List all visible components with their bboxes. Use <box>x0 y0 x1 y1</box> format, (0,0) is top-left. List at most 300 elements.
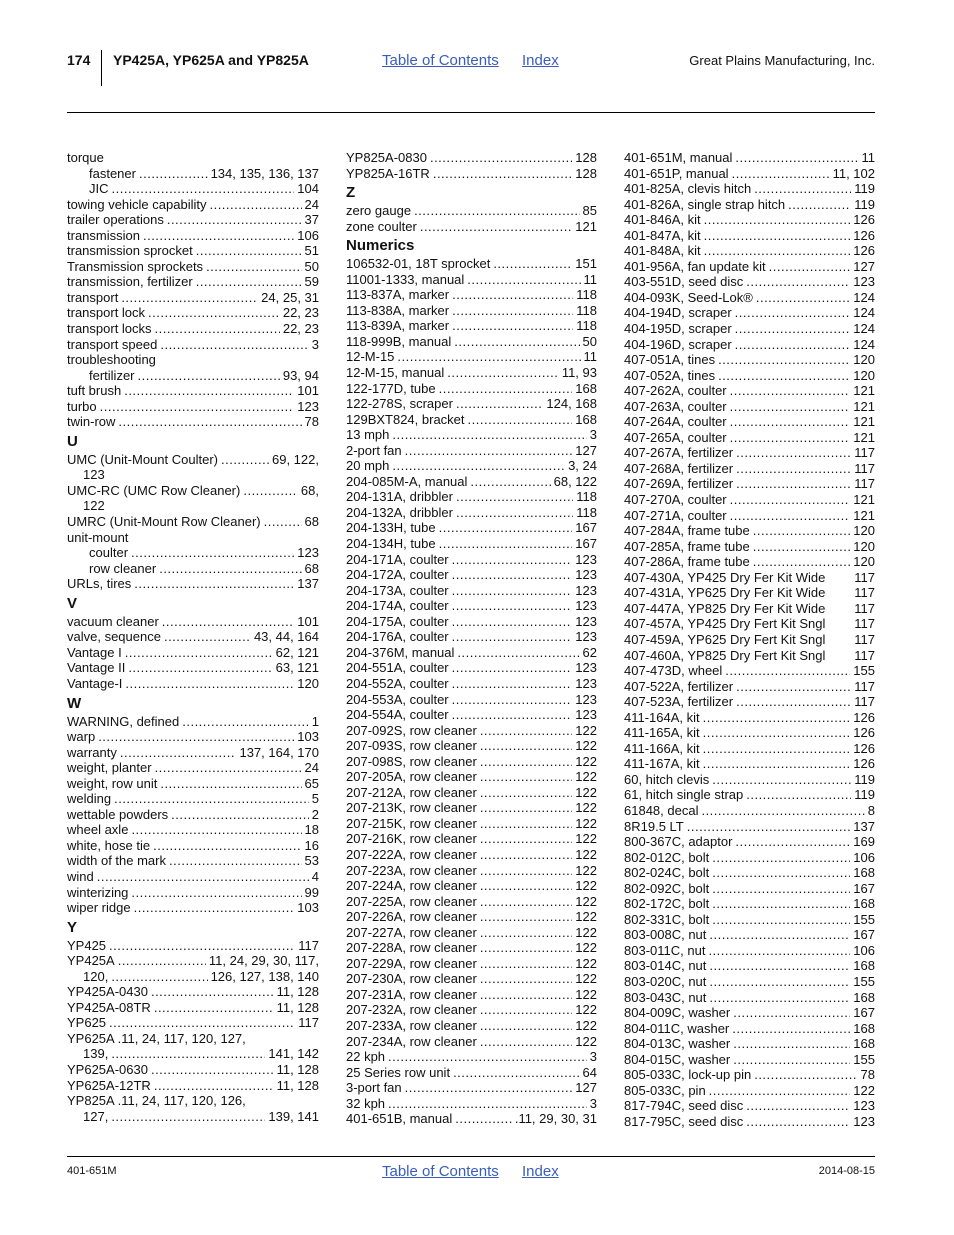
page-reference-link[interactable]: 65 <box>304 775 319 791</box>
page-reference-link[interactable]: 122 <box>575 940 597 956</box>
index-entry <box>346 754 597 770</box>
dot-leader <box>467 272 580 288</box>
index-term: 12-M-15 <box>346 349 395 365</box>
dot-leader <box>718 352 850 368</box>
page-reference-link[interactable]: 122 <box>575 722 597 738</box>
page-reference-link[interactable]: 121 <box>853 383 875 399</box>
page-reference-link[interactable]: 3 <box>589 1095 597 1111</box>
index-term: 204-176A, coulter <box>346 629 449 645</box>
page-reference-link[interactable]: 22, 23 <box>282 305 319 321</box>
index-entry <box>346 219 597 235</box>
page-reference-link[interactable]: 121 <box>853 414 875 430</box>
dot-leader <box>155 760 302 776</box>
index-term: transmission <box>67 227 140 243</box>
dot-leader <box>124 383 294 399</box>
index-term: 207-224A, row cleaner <box>346 878 477 894</box>
page-reference-link[interactable]: 123 <box>575 675 597 691</box>
page-reference-link[interactable]: 101 <box>297 613 319 629</box>
index-entry <box>346 863 597 879</box>
index-entry <box>67 969 319 985</box>
page-reference-link[interactable]: 122 <box>575 769 597 785</box>
page-reference-link[interactable]: 62 <box>582 644 597 660</box>
dot-leader <box>118 953 206 969</box>
dot-leader <box>480 847 572 863</box>
dot-leader <box>712 912 850 928</box>
page-reference-link[interactable]: 11, 128 <box>276 984 319 1000</box>
index-entry <box>624 912 875 928</box>
index-entry <box>624 710 875 726</box>
page-reference-link[interactable]: 155 <box>853 911 875 927</box>
page-reference-link[interactable]: 117 <box>854 631 875 647</box>
page-reference-link[interactable]: 137 <box>297 576 319 592</box>
dot-leader <box>452 707 573 723</box>
page-reference-link[interactable]: 124, 168 <box>546 396 597 412</box>
index-term: 802-092C, bolt <box>624 880 710 896</box>
page-reference-link[interactable]: 119 <box>854 771 875 787</box>
dot-leader <box>480 723 572 739</box>
dot-leader <box>480 987 572 1003</box>
page-reference-link[interactable]: 137, 164, 170 <box>239 744 319 760</box>
index-term: UMC (Unit-Mount Coulter) <box>67 451 218 467</box>
page-reference-link[interactable]: 37 <box>304 212 319 228</box>
index-entry <box>346 769 597 785</box>
footer-index-link[interactable]: Index <box>522 1163 559 1180</box>
page-reference-link[interactable]: 117 <box>854 678 875 694</box>
page-reference-link[interactable]: 168 <box>853 989 875 1005</box>
index-term: transport <box>67 289 119 305</box>
page-reference-link[interactable]: 22, 23 <box>282 321 319 337</box>
page-reference-link[interactable]: .11, 29, 30, 31 <box>514 1111 597 1127</box>
page-reference-link[interactable]: 120 <box>853 367 875 383</box>
index-term: 802-012C, bolt <box>624 849 710 865</box>
page-reference-link[interactable]: 120 <box>853 352 875 368</box>
page-reference-link[interactable]: 11, 128 <box>276 1061 319 1077</box>
index-entry <box>624 337 875 353</box>
page-reference-link[interactable]: 106 <box>853 849 875 865</box>
dot-leader <box>712 881 850 897</box>
index-entry <box>67 838 319 854</box>
page-reference-link[interactable]: 11, 93 <box>561 365 597 381</box>
dot-leader <box>712 772 851 788</box>
page-reference-link[interactable]: 3 <box>311 336 319 352</box>
dot-leader <box>392 427 586 443</box>
index-term: 407-473D, wheel <box>624 663 723 679</box>
page-reference-link[interactable]: 168 <box>575 411 597 427</box>
page-reference-link[interactable]: 155 <box>853 663 875 679</box>
dot-leader <box>703 756 851 772</box>
page-reference-link[interactable]: 121 <box>575 218 597 234</box>
page-reference-link[interactable]: 126 <box>853 740 875 756</box>
page-reference-link[interactable]: 64 <box>582 1064 597 1080</box>
doc-number: 401-651M <box>67 1165 117 1177</box>
page-reference-link[interactable]: 119 <box>854 196 875 212</box>
page-reference-link[interactable]: 122 <box>575 815 597 831</box>
page-reference-link[interactable]: 126, 127, 138, 140 <box>210 968 319 984</box>
dot-leader <box>97 869 309 885</box>
page-reference-link[interactable]: 122 <box>575 800 597 816</box>
index-term: 407-284A, frame tube <box>624 523 750 539</box>
index-term: 204-552A, coulter <box>346 675 449 691</box>
page-reference-link[interactable]: 123 <box>575 660 597 676</box>
index-entry <box>67 853 319 869</box>
page-reference-link[interactable]: 11 <box>583 271 597 287</box>
page-reference-link[interactable]: 126 <box>853 212 875 228</box>
page-reference-link[interactable]: 122 <box>575 753 597 769</box>
dot-leader <box>480 1018 572 1034</box>
page-reference-link[interactable]: 123 <box>575 582 597 598</box>
page-reference-link[interactable]: 137 <box>853 818 875 834</box>
page-reference-link[interactable]: 127 <box>575 1080 597 1096</box>
index-term: JIC <box>89 181 109 197</box>
page-reference-link[interactable]: 118 <box>576 504 597 520</box>
index-entry <box>346 287 597 303</box>
page-reference-link[interactable]: 151 <box>575 256 597 272</box>
page-reference-link[interactable]: 124 <box>853 336 875 352</box>
index-term: 207-225A, row cleaner <box>346 893 477 909</box>
page-reference-link[interactable]: 103 <box>297 729 319 745</box>
dot-leader <box>128 660 272 676</box>
page-reference-link[interactable]: 123 <box>853 1113 875 1129</box>
index-entry <box>624 274 875 290</box>
page-reference-link[interactable]: 118 <box>576 302 597 318</box>
dot-leader <box>151 1062 274 1078</box>
page-reference-link[interactable]: 120 <box>853 538 875 554</box>
page-reference-link[interactable]: 68, <box>300 482 319 498</box>
page-reference-link[interactable]: 11, 102 <box>832 165 875 181</box>
page-number: 174 <box>67 52 91 68</box>
page-reference-link[interactable]: 155 <box>853 973 875 989</box>
page-reference-link[interactable]: 3 <box>589 1049 597 1065</box>
index-entry <box>67 383 319 399</box>
page-reference-link[interactable]: 126 <box>853 756 875 772</box>
dot-leader <box>708 943 850 959</box>
page-reference-link[interactable]: 122 <box>575 971 597 987</box>
index-term: YP425A <box>67 953 115 969</box>
page-reference-link[interactable]: 168 <box>575 380 597 396</box>
dot-leader <box>125 645 273 661</box>
index-entry <box>624 181 875 197</box>
index-entry <box>67 791 319 807</box>
dot-leader <box>480 940 572 956</box>
index-term: 207-205A, row cleaner <box>346 769 477 785</box>
page-reference-link[interactable]: 53 <box>304 853 319 869</box>
index-entry <box>346 349 597 365</box>
index-entry <box>67 614 319 630</box>
index-term: unit-mount <box>67 529 129 545</box>
page-reference-link[interactable]: 11 <box>861 150 875 165</box>
page-reference-link[interactable]: 11, 128 <box>276 1077 319 1093</box>
dot-leader <box>138 368 280 384</box>
page-reference-link[interactable]: 122 <box>575 1017 597 1033</box>
page-reference-link[interactable]: 126 <box>853 243 875 259</box>
index-term: 204-171A, coulter <box>346 551 449 567</box>
page-reference-link[interactable]: 124 <box>853 305 875 321</box>
page-reference-link[interactable]: 122 <box>575 986 597 1002</box>
page-reference-link[interactable]: 123 <box>297 545 319 561</box>
page-reference-link[interactable]: 117 <box>854 616 875 632</box>
page-reference-link[interactable]: 127 <box>575 442 597 458</box>
index-entry <box>346 738 597 754</box>
page-reference-link[interactable]: 119 <box>854 787 875 803</box>
index-entry <box>624 974 875 990</box>
page-reference-link[interactable]: 18 <box>304 822 319 838</box>
page-reference-link[interactable]: 122 <box>575 784 597 800</box>
page-reference-link[interactable]: 120 <box>853 523 875 539</box>
index-entry <box>346 1065 597 1081</box>
page-reference-link[interactable]: 122 <box>853 1082 875 1098</box>
index-term: 204-085M-A, manual <box>346 473 468 489</box>
header-rule <box>67 112 875 113</box>
footer-toc-link[interactable]: Table of Contents <box>382 1163 499 1180</box>
page-reference-link[interactable]: 69, 122, <box>272 451 319 467</box>
page-reference-link[interactable]: 123 <box>575 567 597 583</box>
page-reference-link[interactable]: 62, 121 <box>275 644 319 660</box>
page-reference-link[interactable]: 103 <box>297 900 319 916</box>
page-reference-link[interactable]: 122 <box>575 846 597 862</box>
page-reference-link[interactable]: 99 <box>304 884 319 900</box>
page-reference-link[interactable]: 104 <box>297 181 319 197</box>
page-reference-link[interactable]: 106 <box>297 227 319 243</box>
index-entry <box>346 1049 597 1065</box>
page-reference-link[interactable]: 123 <box>297 398 319 414</box>
index-term: 207-216K, row cleaner <box>346 831 477 847</box>
page-reference-link[interactable]: 121 <box>853 507 875 523</box>
page-reference-link[interactable]: 122 <box>575 924 597 940</box>
index-term: 411-166A, kit <box>624 740 700 756</box>
index-term: 129BXT824, bracket <box>346 411 465 427</box>
page-reference-link[interactable]: 5 <box>311 791 319 807</box>
page-reference-link[interactable]: 168 <box>853 896 875 912</box>
index-term: 2-port fan <box>346 442 402 458</box>
page-reference-link[interactable]: 122 <box>575 909 597 925</box>
page-reference-link[interactable]: 123 <box>575 691 597 707</box>
index-term: warp <box>67 729 96 745</box>
page-reference-link[interactable]: 1 <box>311 713 319 729</box>
page-reference-link[interactable]: 122 <box>575 862 597 878</box>
page-reference-link[interactable]: 120 <box>297 675 319 691</box>
page-reference-link[interactable]: 68 <box>304 560 319 576</box>
page-reference-link[interactable]: 68, 122 <box>553 473 597 489</box>
page-reference-link[interactable]: 123 <box>575 613 597 629</box>
page-reference-link[interactable]: 139, 141 <box>268 1108 319 1124</box>
index-term: 207-098S, row cleaner <box>346 753 477 769</box>
index-term: 804-015C, washer <box>624 1051 731 1067</box>
index-entry <box>346 520 597 536</box>
page-reference-link[interactable]: 123 <box>575 707 597 723</box>
page-reference-link[interactable]: 123 <box>853 274 875 290</box>
publish-date: 2014-08-15 <box>818 1165 875 1177</box>
page-reference-link[interactable]: 117 <box>854 476 875 492</box>
index-term: 207-223A, row cleaner <box>346 862 477 878</box>
page-reference-link[interactable]: 11, 24, 29, 30, 117, <box>208 953 319 969</box>
page-reference-link[interactable]: 167 <box>575 536 597 552</box>
index-entry <box>67 645 319 661</box>
index-term: 804-013C, washer <box>624 1036 731 1052</box>
page-reference-link[interactable]: 123 <box>575 629 597 645</box>
dot-leader <box>452 303 573 319</box>
page-reference-link[interactable]: 68 <box>304 514 319 530</box>
index-term: 207-230A, row cleaner <box>346 971 477 987</box>
page-reference-link[interactable]: 121 <box>853 492 875 508</box>
dot-leader <box>114 791 309 807</box>
page-reference-link[interactable]: 63, 121 <box>275 660 319 676</box>
index-entry <box>346 971 597 987</box>
page-reference-link[interactable]: 118 <box>576 318 597 334</box>
index-term: 139, <box>83 1046 109 1062</box>
page-reference-link[interactable]: 123 <box>575 598 597 614</box>
index-term: 805-033C, lock-up pin <box>624 1067 752 1083</box>
page-reference-link[interactable]: 117 <box>854 694 875 710</box>
page-reference-link[interactable]: 3 <box>589 427 597 443</box>
index-term: Vantage-I <box>67 675 123 691</box>
page-reference-link[interactable]: 169 <box>853 834 875 850</box>
page-reference-link[interactable]: 167 <box>853 880 875 896</box>
page-reference-link[interactable]: 24 <box>304 760 319 776</box>
page-reference-link[interactable]: 128 <box>575 150 597 165</box>
page-reference-link[interactable]: 118 <box>576 287 597 303</box>
dot-leader <box>131 885 301 901</box>
dot-leader <box>754 1067 857 1083</box>
page-reference-link[interactable]: 124 <box>853 289 875 305</box>
page-reference-link[interactable]: 3, 24 <box>568 458 597 474</box>
page-reference-link[interactable]: 168 <box>853 1020 875 1036</box>
index-entry <box>346 412 597 428</box>
page-reference-link[interactable]: 117 <box>298 1015 319 1031</box>
page-reference-link[interactable]: 123 <box>853 1098 875 1114</box>
page-reference-link[interactable]: 2 <box>311 806 319 822</box>
page-reference-link[interactable]: 50 <box>304 258 319 274</box>
index-link[interactable]: Index <box>522 52 559 69</box>
page-reference-link[interactable]: 120 <box>853 554 875 570</box>
page-reference-link[interactable]: 122 <box>575 878 597 894</box>
index-term: YP625A .11, 24, 117, 120, 127, <box>67 1030 246 1046</box>
dot-leader <box>480 738 572 754</box>
page-reference-link[interactable]: 126 <box>853 709 875 725</box>
page-reference-link[interactable]: 122 <box>575 955 597 971</box>
page-reference-link[interactable]: 167 <box>575 520 597 536</box>
page-reference-link[interactable]: 8 <box>867 802 875 818</box>
index-entry <box>346 443 597 459</box>
index-term: 407-447A, YP825 Dry Fer Kit Wide <box>624 600 826 616</box>
index-entry <box>346 1111 597 1127</box>
index-term: 407-265A, coulter <box>624 429 727 445</box>
page-reference-link[interactable]: 122 <box>575 893 597 909</box>
index-entry <box>346 1034 597 1050</box>
page-reference-link[interactable]: 168 <box>853 1036 875 1052</box>
page-reference-link[interactable]: 124 <box>853 321 875 337</box>
page-reference-link[interactable]: 50 <box>582 333 597 349</box>
index-term: 404-194D, scraper <box>624 305 732 321</box>
dot-leader <box>480 785 572 801</box>
page-reference-link[interactable]: 43, 44, 164 <box>253 629 319 645</box>
index-term: wiper ridge <box>67 900 131 916</box>
index-entry <box>67 576 319 592</box>
page-reference-link[interactable]: 117 <box>854 569 875 585</box>
dot-leader <box>154 1000 274 1016</box>
index-term: tuft brush <box>67 383 122 399</box>
page-reference-link[interactable]: 16 <box>304 837 319 853</box>
page-reference-link[interactable]: 141, 142 <box>268 1046 319 1062</box>
page-reference-link[interactable]: 121 <box>853 398 875 414</box>
index-entry <box>346 878 597 894</box>
page-reference-link[interactable]: 117 <box>854 585 875 601</box>
index-entry <box>346 458 597 474</box>
page-reference-link[interactable]: 117 <box>298 937 319 953</box>
page-reference-link[interactable]: 128 <box>575 165 597 181</box>
dot-leader <box>480 909 572 925</box>
index-term: 805-033C, pin <box>624 1082 706 1098</box>
dot-leader <box>730 399 851 415</box>
index-entry <box>346 567 597 583</box>
page-reference-link[interactable]: 134, 135, 136, 137 <box>210 165 319 181</box>
dot-leader <box>480 894 572 910</box>
page-reference-link[interactable]: 24 <box>304 196 319 212</box>
page-reference-link[interactable]: 51 <box>304 243 319 259</box>
page-reference-link[interactable]: 122 <box>575 1033 597 1049</box>
page-reference-link[interactable]: 168 <box>853 958 875 974</box>
page-reference-link[interactable]: 126 <box>853 227 875 243</box>
page-reference-link[interactable]: 118 <box>576 489 597 505</box>
index-entry <box>624 321 875 337</box>
index-term: 407-264A, coulter <box>624 414 727 430</box>
index-term: 118-999B, manual <box>346 333 452 349</box>
index-entry <box>624 539 875 555</box>
index-entry <box>67 514 319 530</box>
index-entry <box>346 427 597 443</box>
page-reference-link[interactable]: 101 <box>297 383 319 399</box>
index-term: wheel axle <box>67 822 129 838</box>
page-reference-link[interactable]: 122 <box>575 831 597 847</box>
page-reference-link[interactable]: 106 <box>853 942 875 958</box>
index-term: 204-131A, dribbler <box>346 489 453 505</box>
dot-leader <box>712 865 850 881</box>
page-reference-link[interactable]: 117 <box>854 600 875 616</box>
index-entry <box>67 1062 319 1078</box>
page-reference-link[interactable]: 117 <box>854 647 875 663</box>
page-reference-link[interactable]: 122 <box>575 1002 597 1018</box>
page-reference-link[interactable]: 167 <box>853 1005 875 1021</box>
dot-leader <box>753 523 851 539</box>
page-reference-link[interactable]: 126 <box>853 725 875 741</box>
page-reference-link[interactable]: 119 <box>854 181 875 197</box>
page-reference-link[interactable]: 121 <box>853 429 875 445</box>
page-reference-link[interactable]: 155 <box>853 1051 875 1067</box>
toc-link[interactable]: Table of Contents <box>382 52 499 69</box>
page-reference-link[interactable]: 168 <box>853 865 875 881</box>
page-reference-link[interactable]: 4 <box>311 868 319 884</box>
page-reference-link[interactable]: 167 <box>853 927 875 943</box>
dot-leader <box>164 629 251 645</box>
index-entry <box>346 166 597 182</box>
page-reference-link[interactable]: 117 <box>854 460 875 476</box>
page-reference-link[interactable]: 93, 94 <box>282 367 319 383</box>
page-reference-link[interactable]: 122 <box>575 738 597 754</box>
index-term: 802-172C, bolt <box>624 896 710 912</box>
page-reference-link[interactable]: 11, 128 <box>276 999 319 1015</box>
index-entry <box>624 368 875 384</box>
page-reference-link[interactable]: 85 <box>582 203 597 219</box>
page-reference-link[interactable]: 127 <box>853 258 875 274</box>
page-reference-link[interactable]: 117 <box>854 445 875 461</box>
page-reference-link[interactable]: 11 <box>583 349 597 365</box>
index-term: 204-554A, coulter <box>346 707 449 723</box>
page-reference-link[interactable]: 59 <box>304 274 319 290</box>
page-reference-link[interactable]: 78 <box>304 414 319 430</box>
dot-leader <box>756 290 850 306</box>
page-reference-link[interactable]: 123 <box>575 551 597 567</box>
page-reference-link[interactable]: 78 <box>860 1067 875 1083</box>
page-reference-link[interactable]: 24, 25, 31 <box>261 289 319 305</box>
